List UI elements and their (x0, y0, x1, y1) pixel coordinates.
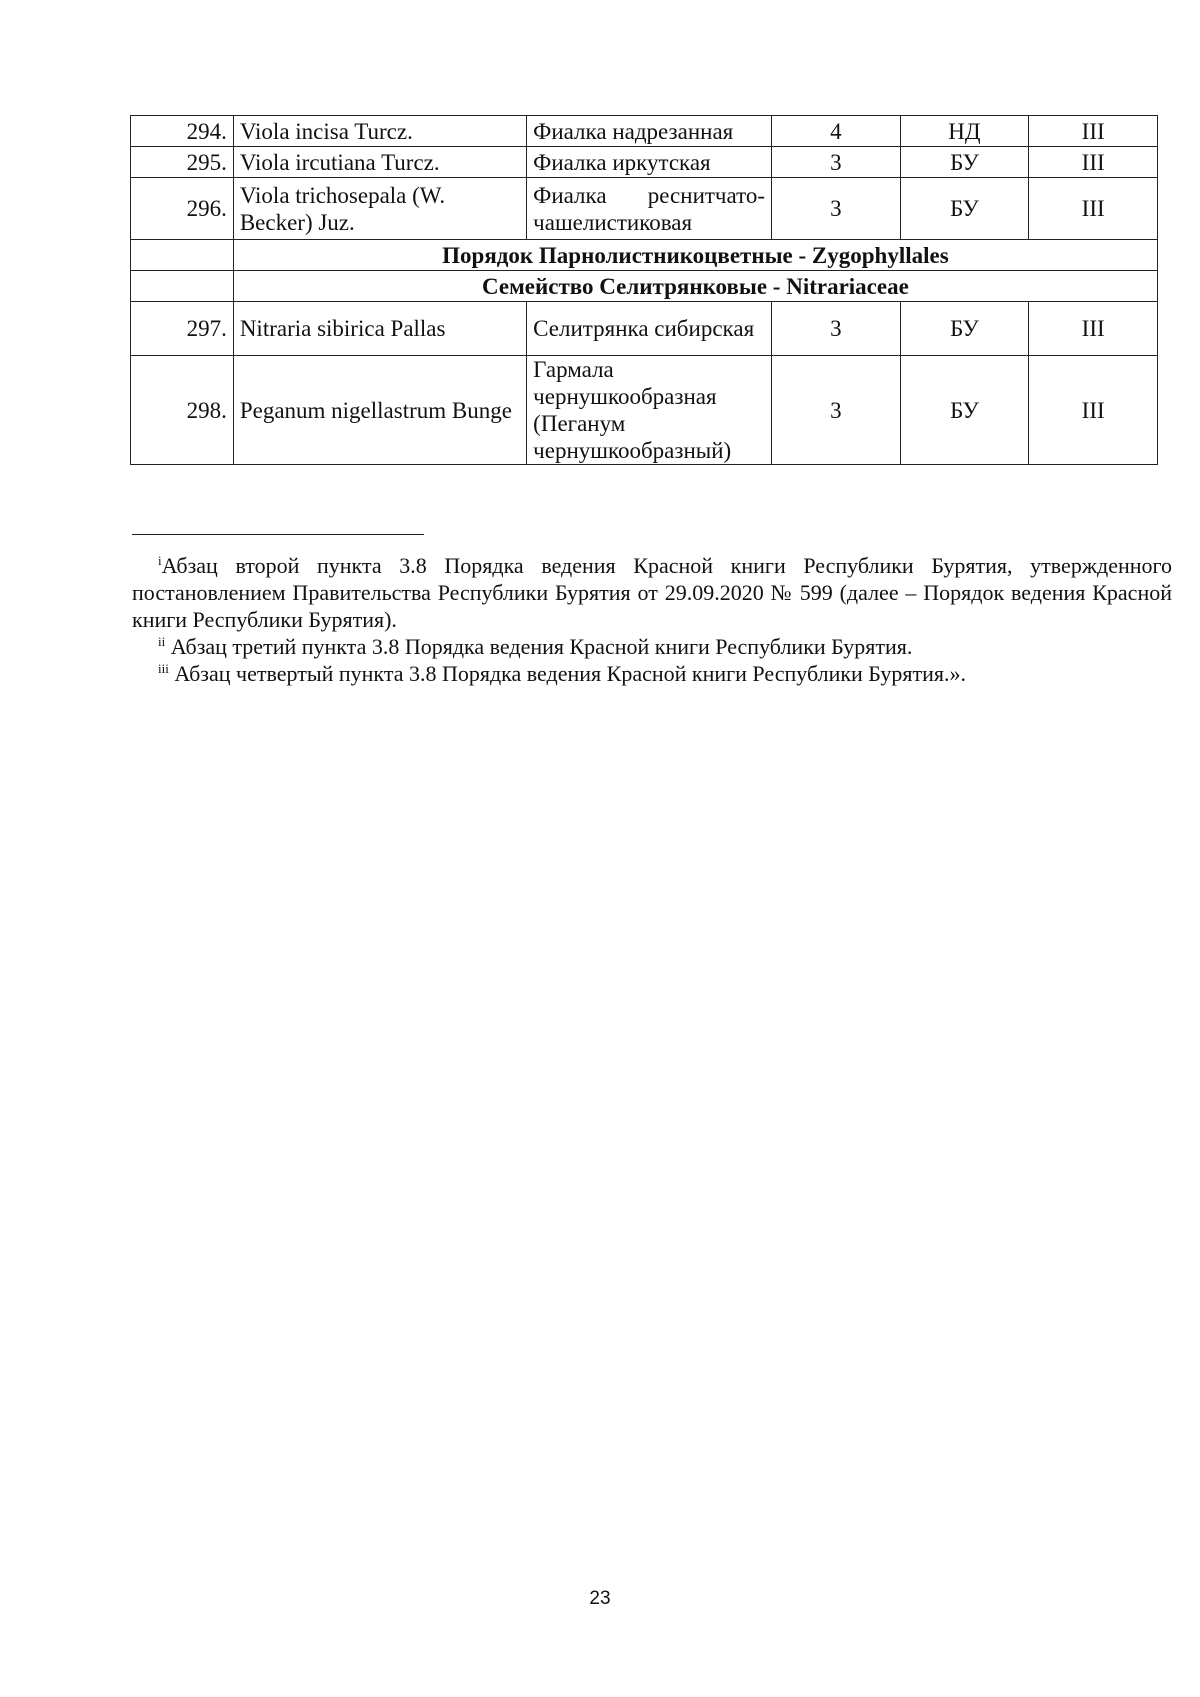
category: 3 (772, 147, 901, 178)
row-number: 294. (131, 116, 234, 147)
taxon-family-row (131, 271, 1158, 302)
latin-name: Nitraria sibirica Pallas (233, 302, 526, 356)
group: III (1029, 356, 1158, 465)
page-number: 23 (589, 1588, 611, 1609)
russian-name: Фиалка иркутская (527, 147, 772, 178)
russian-name: Гармала чернушкообразная (Пеганум чернушкообразный) (527, 356, 772, 465)
status: БУ (900, 147, 1029, 178)
group: III (1029, 147, 1158, 178)
category: 3 (772, 178, 901, 240)
table-row (131, 147, 1158, 178)
category: 3 (772, 302, 901, 356)
footnotes (132, 552, 1172, 687)
status: БУ (900, 302, 1029, 356)
status: НД (900, 116, 1029, 147)
row-number: 298. (131, 356, 234, 465)
latin-name: Viola ircutiana Turcz. (233, 147, 526, 178)
table-row (131, 178, 1158, 240)
category: 4 (772, 116, 901, 147)
group: III (1029, 178, 1158, 240)
taxon-order-row (131, 240, 1158, 271)
latin-name: Viola trichosepala (W. Becker) Juz. (233, 178, 526, 240)
row-number-empty (131, 240, 234, 271)
status: БУ (900, 356, 1029, 465)
footnote-text: Абзац третий пункта 3.8 Порядка ведения Красной книги Республики Бурятия. (165, 634, 913, 659)
row-number: 296. (131, 178, 234, 240)
table-row (131, 116, 1158, 147)
category: 3 (772, 356, 901, 465)
footnote-marker: iii (158, 661, 169, 676)
status: БУ (900, 178, 1029, 240)
russian-name: Селитрянка сибирская (527, 302, 772, 356)
family-title: Семейство Селитрянковые - Nitrariaceae (233, 271, 1157, 302)
latin-name: Peganum nigellastrum Bunge (233, 356, 526, 465)
russian-name: Фиалка реснитчато-чашелистиковая (527, 178, 772, 240)
footnote-text: Абзац четвертый пункта 3.8 Порядка ведения Красной книги Республики Бурятия.». (168, 661, 967, 686)
footnote-text: Абзац второй пункта 3.8 Порядка ведения Красной книги Республики Бурятия, утвержденного постановлением Правительства Республики Бурятия от 29.09.2020 № 599 (далее – Порядок ведения Красной книги Республики Бурятия). (132, 553, 1172, 632)
row-number: 297. (131, 302, 234, 356)
footnote-marker: i (158, 553, 162, 568)
footnote-divider (132, 534, 424, 535)
footnote-2 (132, 633, 1172, 660)
order-title: Порядок Парнолистникоцветные - Zygophyllales (233, 240, 1157, 271)
russian-name: Фиалка надрезанная (527, 116, 772, 147)
footnote-marker: ii (158, 634, 166, 649)
table-row (131, 356, 1158, 465)
footnote-1 (132, 552, 1172, 633)
latin-name: Viola incisa Turcz. (233, 116, 526, 147)
row-number-empty (131, 271, 234, 302)
group: III (1029, 116, 1158, 147)
row-number: 295. (131, 147, 234, 178)
red-book-species-table (130, 115, 1158, 465)
group: III (1029, 302, 1158, 356)
table-row (131, 302, 1158, 356)
footnote-3 (132, 660, 1172, 687)
